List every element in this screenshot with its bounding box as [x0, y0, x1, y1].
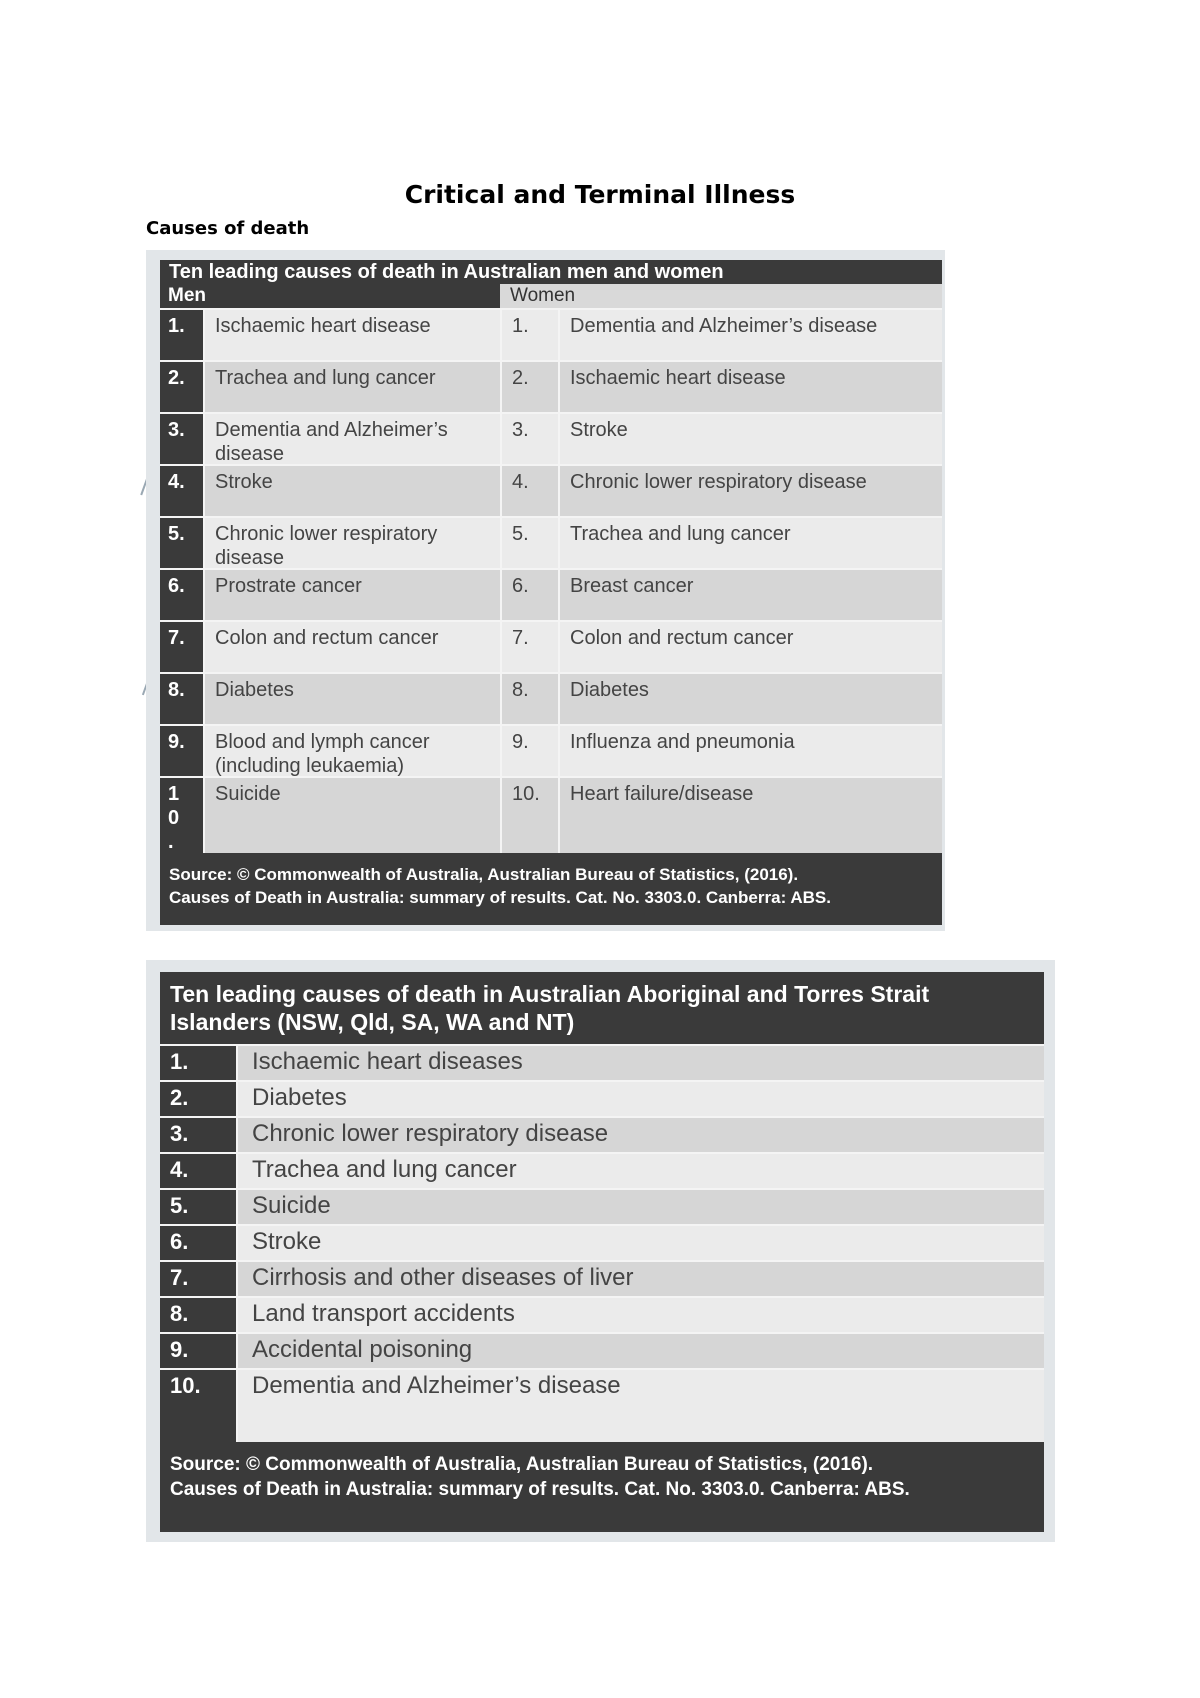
- table-row: [160, 1260, 1044, 1296]
- women-cause: Stroke: [558, 414, 942, 464]
- rank: 1.: [170, 1049, 189, 1074]
- cause: Trachea and lung cancer: [236, 1154, 1044, 1188]
- table-row: [160, 1332, 1044, 1368]
- document-title: Critical and Terminal Illness: [404, 180, 796, 209]
- table-row: [160, 516, 942, 568]
- men-rank: 1.: [160, 310, 203, 360]
- rank: 4.: [170, 1157, 189, 1182]
- table-row: [160, 1368, 1044, 1442]
- women-rank: 10.: [500, 778, 558, 853]
- men-column-header: Men: [168, 285, 206, 306]
- cause: Stroke: [236, 1226, 1044, 1260]
- men-rank: 9.: [160, 726, 203, 776]
- men-rank: 4.: [160, 466, 203, 516]
- women-cause: Diabetes: [558, 674, 942, 724]
- men-cause: Colon and rectum cancer: [203, 622, 500, 672]
- cause: Diabetes: [236, 1082, 1044, 1116]
- men-cause: Ischaemic heart disease: [203, 310, 500, 360]
- cause: Cirrhosis and other diseases of liver: [236, 1262, 1044, 1296]
- source-line: Source: © Commonwealth of Australia, Australian Bureau of Statistics, (2016).: [170, 1454, 874, 1475]
- rank: 5.: [170, 1193, 189, 1218]
- women-rank: 8.: [500, 674, 558, 724]
- table-row: [160, 412, 942, 464]
- men-cause: Blood and lymph cancer (including leukaemia): [203, 726, 500, 776]
- men-cause: Prostrate cancer: [203, 570, 500, 620]
- table-row: [160, 1044, 1044, 1080]
- source-citation: [160, 1442, 1044, 1502]
- table-row: [160, 620, 942, 672]
- table-row: [160, 776, 942, 853]
- women-rank: 9.: [500, 726, 558, 776]
- table-row: [160, 672, 942, 724]
- table-row: [160, 464, 942, 516]
- women-cause: Heart failure/disease: [558, 778, 942, 853]
- rank: 10.: [170, 1373, 201, 1398]
- table-row: [160, 1080, 1044, 1116]
- rank: 6.: [170, 1229, 189, 1254]
- rank: 8.: [170, 1301, 189, 1326]
- table-title: Ten leading causes of death in Australian men and women: [169, 261, 724, 283]
- men-rank: 2.: [160, 362, 203, 412]
- rank: 7.: [170, 1265, 189, 1290]
- source-citation: [160, 853, 942, 909]
- men-rank: 3.: [160, 414, 203, 464]
- women-rank: 4.: [500, 466, 558, 516]
- cause: Dementia and Alzheimer’s disease: [236, 1370, 1044, 1442]
- women-cause: Breast cancer: [558, 570, 942, 620]
- table-header-row: [160, 284, 942, 308]
- cause: Ischaemic heart diseases: [236, 1046, 1044, 1080]
- women-cause: Colon and rectum cancer: [558, 622, 942, 672]
- rank: 2.: [170, 1085, 189, 1110]
- men-cause: Chronic lower respiratory disease: [203, 518, 500, 568]
- women-rank: 2.: [500, 362, 558, 412]
- women-rank: 3.: [500, 414, 558, 464]
- women-cause: Chronic lower respiratory disease: [558, 466, 942, 516]
- table-row: [160, 568, 942, 620]
- women-column-header: Women: [500, 284, 942, 308]
- table-row: [160, 360, 942, 412]
- women-rank: 6.: [500, 570, 558, 620]
- women-cause: Trachea and lung cancer: [558, 518, 942, 568]
- cause: Chronic lower respiratory disease: [236, 1118, 1044, 1152]
- men-rank: 8.: [160, 674, 203, 724]
- men-rank: 6.: [160, 570, 203, 620]
- indigenous-causes-table: [160, 972, 1044, 1532]
- men-cause: Stroke: [203, 466, 500, 516]
- men-rank: 5.: [160, 518, 203, 568]
- table-row: [160, 1188, 1044, 1224]
- rank: 9.: [170, 1337, 189, 1362]
- cause: Accidental poisoning: [236, 1334, 1044, 1368]
- women-cause: Ischaemic heart disease: [558, 362, 942, 412]
- table-row: [160, 1116, 1044, 1152]
- indigenous-causes-panel: [146, 960, 1055, 1542]
- table-title: Ten leading causes of death in Australian Aboriginal and Torres Strait Islanders (NSW, Qld, SA, WA and NT): [170, 981, 930, 1035]
- men-women-causes-table: [160, 260, 942, 925]
- men-cause: Diabetes: [203, 674, 500, 724]
- table-row: [160, 1296, 1044, 1332]
- table-row: [160, 1152, 1044, 1188]
- rank: 3.: [170, 1121, 189, 1146]
- men-rank: 10 .: [160, 778, 203, 853]
- cause: Suicide: [236, 1190, 1044, 1224]
- table-row: [160, 1224, 1044, 1260]
- men-rank: 7.: [160, 622, 203, 672]
- table-row: [160, 724, 942, 776]
- women-cause: Influenza and pneumonia: [558, 726, 942, 776]
- source-line: Causes of Death in Australia: summary of results. Cat. No. 3303.0. Canberra: ABS.: [169, 888, 831, 907]
- men-cause: Trachea and lung cancer: [203, 362, 500, 412]
- women-cause: Dementia and Alzheimer’s disease: [558, 310, 942, 360]
- table-row: [160, 308, 942, 360]
- women-rank: 7.: [500, 622, 558, 672]
- men-cause: Dementia and Alzheimer’s disease: [203, 414, 500, 464]
- women-rank: 1.: [500, 310, 558, 360]
- cause: Land transport accidents: [236, 1298, 1044, 1332]
- women-rank: 5.: [500, 518, 558, 568]
- source-line: Causes of Death in Australia: summary of results. Cat. No. 3303.0. Canberra: ABS.: [170, 1479, 910, 1500]
- source-line: Source: © Commonwealth of Australia, Australian Bureau of Statistics, (2016).: [169, 865, 799, 884]
- section-heading: Causes of death: [146, 218, 310, 239]
- men-women-causes-panel: [146, 250, 945, 931]
- men-cause: Suicide: [203, 778, 500, 853]
